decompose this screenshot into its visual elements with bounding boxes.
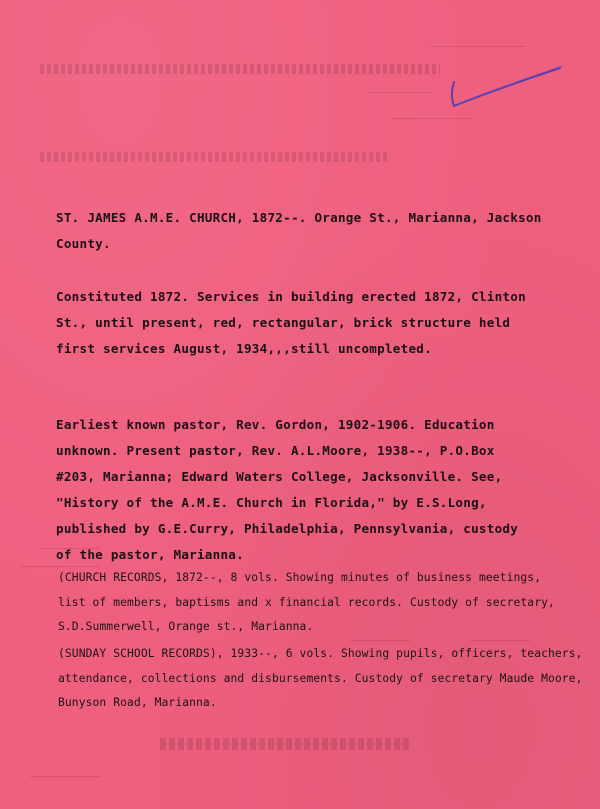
bleed-through-text: [40, 152, 390, 162]
text-line: County.: [56, 236, 111, 251]
bleed-line: [370, 92, 430, 93]
text-line: Constituted 1872. Services in building erected 1872, Clinton: [56, 289, 526, 304]
text-line: unknown. Present pastor, Rev. A.L.Moore, 1938--, P.O.Box: [56, 443, 495, 458]
text-line: #203, Marianna; Edward Waters College, Jacksonville. See,: [56, 469, 503, 484]
bleed-line: [30, 776, 100, 777]
pastor-paragraph: [56, 412, 518, 568]
check-mark-icon: [448, 62, 566, 114]
text-line: S.D.Summerwell, Orange st., Marianna.: [58, 620, 314, 633]
text-line: "History of the A.M.E. Church in Florida," by E.S.Long,: [56, 495, 487, 510]
church-records-entry: [58, 566, 555, 640]
text-line: Bunyson Road, Marianna.: [58, 696, 217, 709]
text-line: (CHURCH RECORDS, 1872--, 8 vols. Showing minutes of business meetings,: [58, 571, 542, 584]
text-line: St., until present, red, rectangular, brick structure held: [56, 315, 511, 330]
text-line: of the pastor, Marianna.: [56, 547, 244, 562]
text-line: (SUNDAY SCHOOL RECORDS), 1933--, 6 vols. Showing pupils, officers, teachers,: [58, 647, 583, 660]
text-line: first services August, 1934,,,still uncompleted.: [56, 341, 432, 356]
bleed-line: [350, 640, 410, 641]
text-line: attendance, collections and disbursements. Custody of secretary Maude Moore,: [58, 671, 583, 685]
text-line: ST. JAMES A.M.E. CHURCH, 1872--. Orange St., Marianna, Jackson: [56, 210, 542, 225]
bleed-line: [430, 46, 525, 47]
church-heading: [56, 205, 542, 257]
text-line: published by G.E.Curry, Philadelphia, Pennsylvania, custody: [56, 521, 519, 536]
text-line: Earliest known pastor, Rev. Gordon, 1902-1906. Education: [56, 417, 495, 432]
sunday-school-records-entry: [58, 642, 583, 716]
bleed-line: [392, 118, 472, 119]
text-line: list of members, baptisms and x financial records. Custody of secretary,: [58, 595, 555, 609]
bleed-through-text: [40, 64, 440, 74]
bleed-through-text: [160, 738, 410, 750]
constitution-paragraph: [56, 284, 526, 362]
bleed-line: [470, 640, 530, 641]
